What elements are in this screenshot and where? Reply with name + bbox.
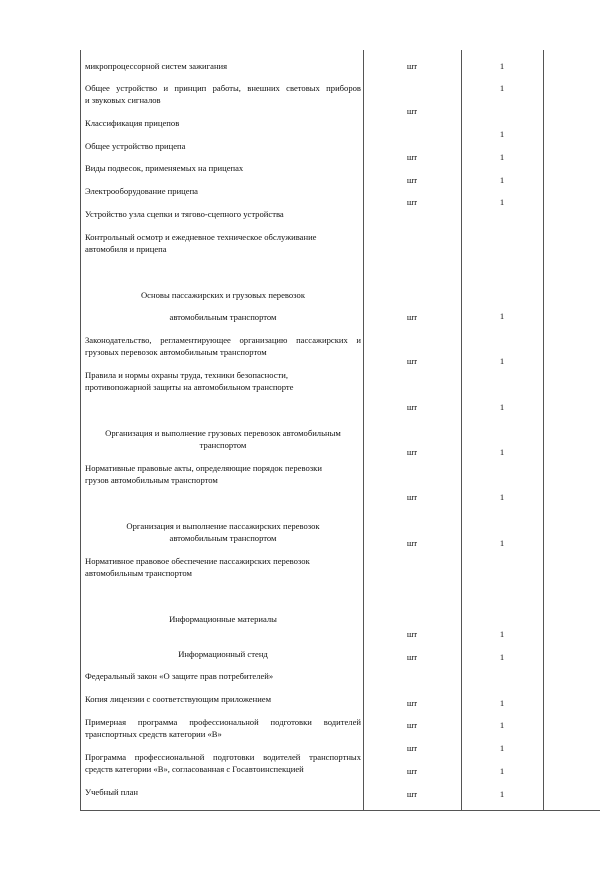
row-text: Устройство узла сцепки и тягово-сцепного устройства <box>85 209 284 219</box>
row-text: транспортных средств категории «В» <box>85 729 222 739</box>
row-text: Федеральный закон «О защите прав потребителей» <box>85 671 274 681</box>
qty-cell: 1 <box>499 492 505 502</box>
unit-cell: шт <box>406 766 418 776</box>
row-text: Законодательство, регламентирующее организацию пассажирских и <box>85 335 361 345</box>
row-text: Копия лицензии с соответствующим приложением <box>85 694 272 704</box>
unit-cell: шт <box>406 492 418 502</box>
unit-cell: шт <box>406 175 418 185</box>
section-heading: транспортом <box>199 440 247 450</box>
row-text: Нормативные правовые акты, определяющие порядок перевозки <box>85 463 322 473</box>
qty-cell: 1 <box>499 652 505 662</box>
row-text: грузовых перевозок автомобильным транспортом <box>85 347 267 357</box>
unit-cell: шт <box>406 538 418 548</box>
row-text: Нормативное правовое обеспечение пассажирских перевозок <box>85 556 310 566</box>
table-column-divider <box>543 50 544 810</box>
unit-cell: шт <box>406 356 418 366</box>
section-heading: Организация и выполнение грузовых перевозок автомобильным <box>105 428 341 438</box>
qty-cell: 1 <box>499 83 505 93</box>
unit-cell: шт <box>406 789 418 799</box>
row-text: Контрольный осмотр и ежедневное техническое обслуживание <box>85 232 317 242</box>
qty-cell: 1 <box>499 311 505 321</box>
qty-cell: 1 <box>499 152 505 162</box>
qty-cell: 1 <box>499 129 505 139</box>
row-text: микропроцессорной систем зажигания <box>85 61 228 71</box>
unit-cell: шт <box>406 402 418 412</box>
section-heading: Организация и выполнение пассажирских перевозок <box>126 521 320 531</box>
row-text: Общее устройство прицепа <box>85 141 186 151</box>
unit-cell: шт <box>406 312 418 322</box>
qty-cell: 1 <box>499 743 505 753</box>
row-text: автомобильным транспортом <box>85 568 192 578</box>
qty-cell: 1 <box>499 197 505 207</box>
unit-cell: шт <box>406 447 418 457</box>
row-text: Классификация прицепов <box>85 118 180 128</box>
unit-cell: шт <box>406 698 418 708</box>
unit-cell: шт <box>406 152 418 162</box>
row-text: автомобиля и прицепа <box>85 244 167 254</box>
qty-cell: 1 <box>499 698 505 708</box>
row-text: средств категории «В», согласованная с Госавтоинспекцией <box>85 764 304 774</box>
unit-cell: шт <box>406 720 418 730</box>
qty-cell: 1 <box>499 356 505 366</box>
qty-cell: 1 <box>499 538 505 548</box>
qty-cell: 1 <box>499 402 505 412</box>
row-text: Примерная программа профессиональной подготовки водителей <box>85 717 361 727</box>
unit-cell: шт <box>406 197 418 207</box>
row-text: Правила и нормы охраны труда, техники безопасности, <box>85 370 289 380</box>
row-text: Общее устройство и принцип работы, внешних световых приборов <box>85 83 361 93</box>
row-text: Учебный план <box>85 787 139 797</box>
section-heading: Основы пассажирских и грузовых перевозок <box>140 290 306 300</box>
row-text: и звуковых сигналов <box>85 95 161 105</box>
unit-cell: шт <box>406 106 418 116</box>
qty-cell: 1 <box>499 766 505 776</box>
table-column-divider <box>363 50 364 810</box>
table-border-bottom <box>80 810 600 811</box>
section-heading: автомобильным транспортом <box>169 533 277 543</box>
qty-cell: 1 <box>499 447 505 457</box>
table-column-divider <box>461 50 462 810</box>
row-text: противопожарной защиты на автомобильном транспорте <box>85 382 294 392</box>
section-heading: Информационный стенд <box>178 649 268 659</box>
unit-cell: шт <box>406 629 418 639</box>
unit-cell: шт <box>406 743 418 753</box>
table-border-left <box>80 50 81 810</box>
unit-cell: шт <box>406 652 418 662</box>
row-text: Программа профессиональной подготовки водителей транспортных <box>85 752 361 762</box>
qty-cell: 1 <box>499 720 505 730</box>
qty-cell: 1 <box>499 61 505 71</box>
qty-cell: 1 <box>499 789 505 799</box>
qty-cell: 1 <box>499 629 505 639</box>
section-heading: Информационные материалы <box>169 614 277 624</box>
section-heading: автомобильным транспортом <box>169 312 277 322</box>
row-text: Виды подвесок, применяемых на прицепах <box>85 163 244 173</box>
qty-cell: 1 <box>499 175 505 185</box>
row-text: грузов автомобильным транспортом <box>85 475 218 485</box>
unit-cell: шт <box>406 61 418 71</box>
row-text: Электрооборудование прицепа <box>85 186 198 196</box>
